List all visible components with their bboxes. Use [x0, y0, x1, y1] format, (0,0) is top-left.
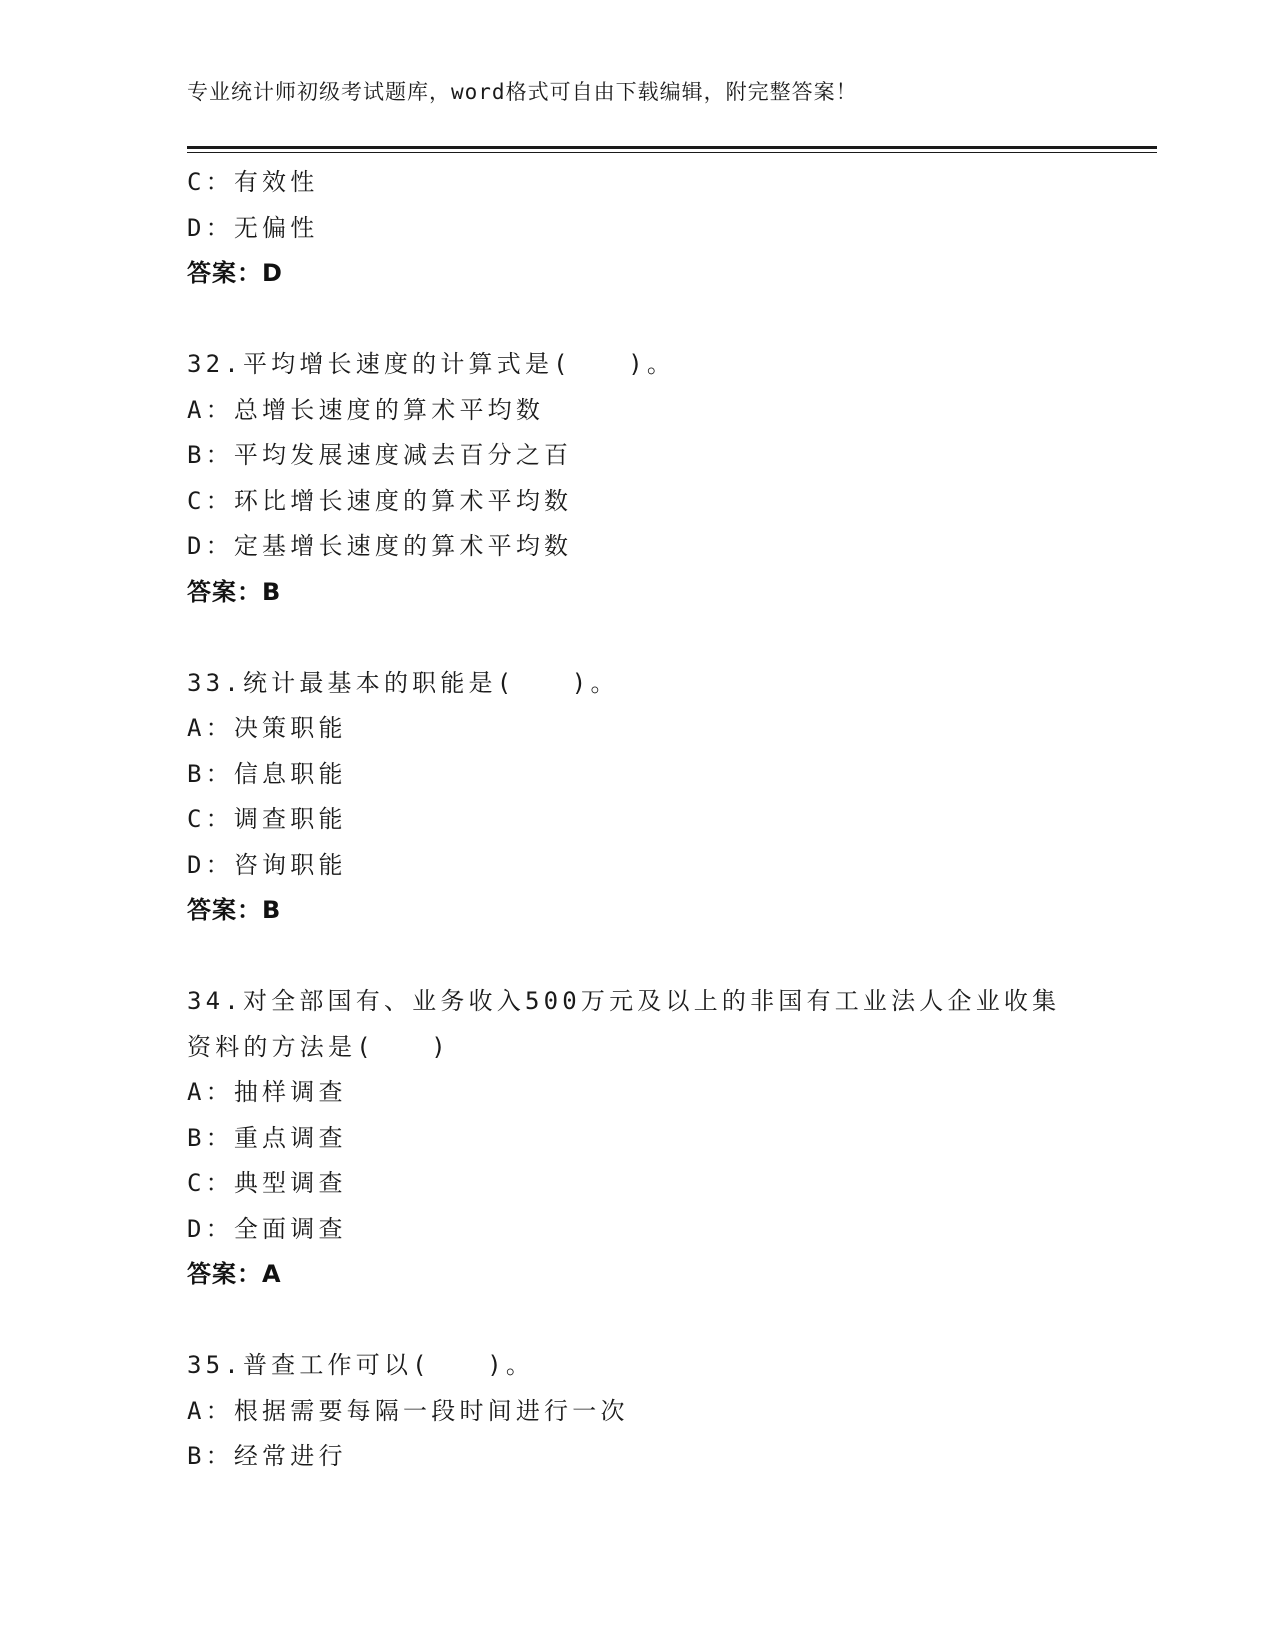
spacer: [187, 615, 1127, 661]
question-32: [187, 342, 1127, 615]
spacer: [187, 1298, 1127, 1344]
option-a: A：根据需要每隔一段时间进行一次: [187, 1396, 629, 1425]
option-c: C：有效性: [187, 168, 319, 196]
answer: 答案：D: [187, 259, 283, 287]
spacer: [187, 934, 1127, 980]
option-c: C：典型调查: [187, 1169, 347, 1197]
option-d: D：咨询职能: [187, 850, 347, 879]
header-rule: [187, 146, 1157, 149]
question-list: [187, 160, 1127, 1480]
question-35: [187, 1343, 1127, 1480]
spacer: [187, 297, 1127, 343]
answer: 答案：B: [187, 577, 282, 606]
option-b: B：平均发展速度减去百分之百: [187, 441, 573, 469]
question-stem-line-1: 34.对全部国有、业务收入500万元及以上的非国有工业法人企业收集: [187, 987, 1061, 1015]
question-31-continued: [187, 160, 1127, 297]
option-d: D：定基增长速度的算术平均数: [187, 532, 573, 560]
option-b: B：经常进行: [187, 1442, 347, 1470]
option-d: D：全面调查: [187, 1214, 347, 1243]
option-a: A：抽样调查: [187, 1078, 347, 1106]
option-c: C：调查职能: [187, 805, 347, 833]
question-stem: 33.统计最基本的职能是( )。: [187, 668, 619, 697]
option-b: B：重点调查: [187, 1123, 347, 1152]
header-rule-thin: [187, 152, 1157, 153]
question-stem: 35.普查工作可以( )。: [187, 1351, 535, 1379]
answer: 答案：B: [187, 896, 282, 924]
option-d: D：无偏性: [187, 213, 319, 242]
question-34: [187, 979, 1127, 1298]
question-stem: 32.平均增长速度的计算式是( )。: [187, 350, 676, 378]
page-header: 专业统计师初级考试题库，word格式可自由下载编辑，附完整答案！: [187, 80, 858, 104]
answer: 答案：A: [187, 1260, 282, 1288]
option-a: A：决策职能: [187, 714, 347, 742]
question-stem-line-2: 资料的方法是( ): [187, 1032, 450, 1061]
option-c: C：环比增长速度的算术平均数: [187, 486, 573, 515]
question-33: [187, 661, 1127, 934]
option-a: A：总增长速度的算术平均数: [187, 395, 545, 424]
option-b: B：信息职能: [187, 759, 347, 788]
